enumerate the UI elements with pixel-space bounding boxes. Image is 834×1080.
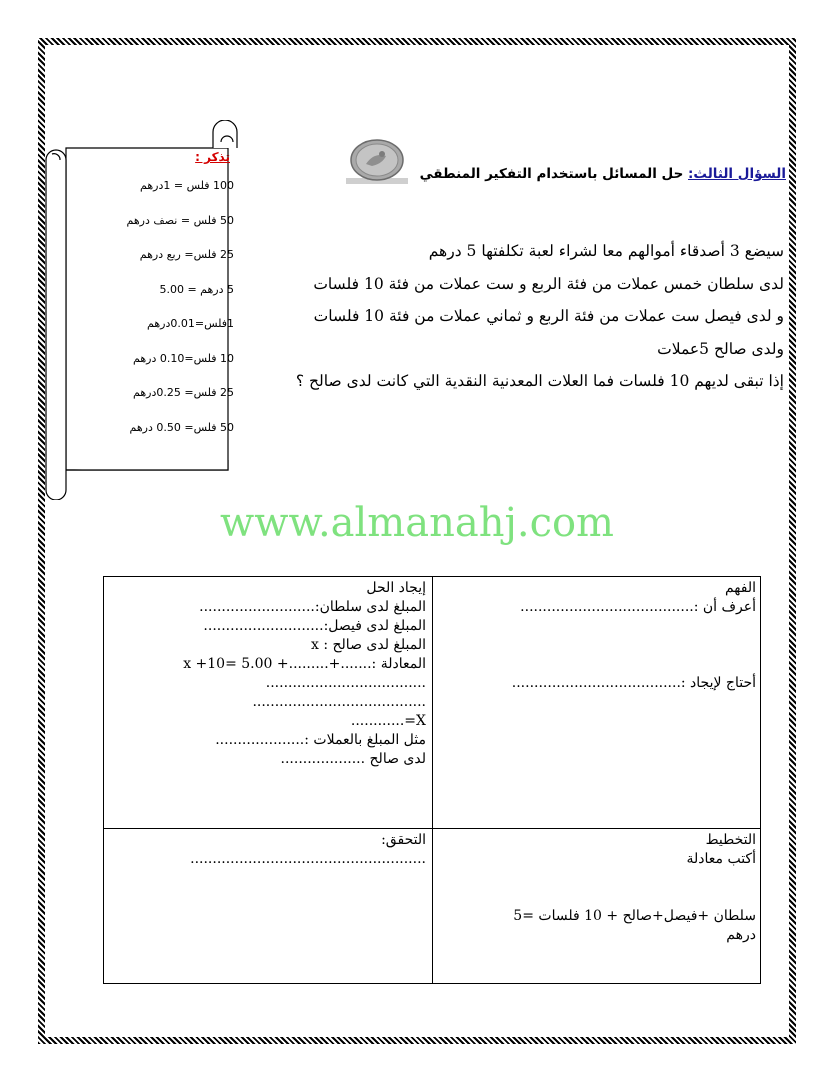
solve-saleh: المبلغ لدى صالح : x [310,637,426,653]
solve-cell [110,579,426,769]
solve-equation: المعادلة :.......+.........+ x +10= 5.00 [183,656,426,672]
plan-cell [438,831,756,945]
solve-sultan: المبلغ لدى سلطان:.......................... [199,599,426,615]
solve-coins: مثل المبلغ بالعملات :.................... [215,732,426,748]
understand-know: أعرف أن :....................................... [520,599,756,615]
problem-line: و لدى فيصل ست عملات من فئة الربع و ثماني عملات من فئة 10 فلسات [313,307,784,325]
solve-at-saleh: لدى صالح ................... [280,751,426,767]
question-label: السؤال الثالث: [688,166,786,182]
solve-dots: ....................................... [252,694,426,710]
problem-line: إذا تبقى لديهم 10 فلسات فما العلات المعدنية النقدية التي كانت لدى صالح ؟ [295,372,784,390]
plan-equation-unit: درهم [726,927,756,943]
solve-faisal: المبلغ لدى فيصل:........................... [203,618,426,634]
reminder-item: 10 فلس=0.10 درهم [133,351,234,365]
verify-title: التحقق: [381,832,426,848]
coin-image [346,138,408,186]
reminder-item: 100 فلس = 1درهم [140,179,234,192]
watermark: www.almanahj.com [219,500,614,546]
problem-line: ولدى صالح 5عملات [657,339,784,358]
table-divider-vertical [432,577,433,983]
table-divider-horizontal [104,828,760,829]
reminder-scroll [38,120,248,500]
solve-dots: .................................... [265,675,426,691]
reminder-item: 50 فلس = نصف درهم [126,213,234,227]
problem-text [224,240,784,403]
understand-need: أحتاج لإيجاد :...................................... [511,675,756,691]
plan-write: أكتب معادلة [686,851,756,867]
question-title: حل المسائل باستخدام التفكير المنطقي [419,166,689,182]
reminder-list [64,178,234,454]
understand-title: الفهم [724,580,756,596]
problem-line: سيضع 3 أصدقاء أموالهم معا لشراء لعبة تكلفتها 5 درهم [428,242,784,260]
verify-cell [110,831,426,869]
solve-x: X=............ [350,713,426,729]
reminder-item: 5 درهم = 5.00 [159,282,234,296]
plan-title: التخطيط [705,832,756,848]
reminder-item: 25 فلس= 0.25درهم [133,386,234,399]
solve-title: إيجاد الحل [366,580,426,596]
problem-line: لدى سلطان خمس عملات من فئة الربع و ست عملات من فئة 10 فلسات [313,274,784,293]
reminder-item: 25 فلس= ربع درهم [139,248,234,261]
understand-cell [438,579,756,693]
question-heading [420,166,786,182]
reminder-item: 50 فلس= 0.50 درهم [129,420,234,434]
reminder-item: 1فلس=0.01درهم [147,317,234,330]
solution-table [103,576,761,984]
reminder-title: تذكر : [195,150,230,164]
verify-dots: ..................................................... [190,851,426,867]
plan-equation: سلطان +فيصل+صالح + 10 فلسات =5 [513,908,756,924]
